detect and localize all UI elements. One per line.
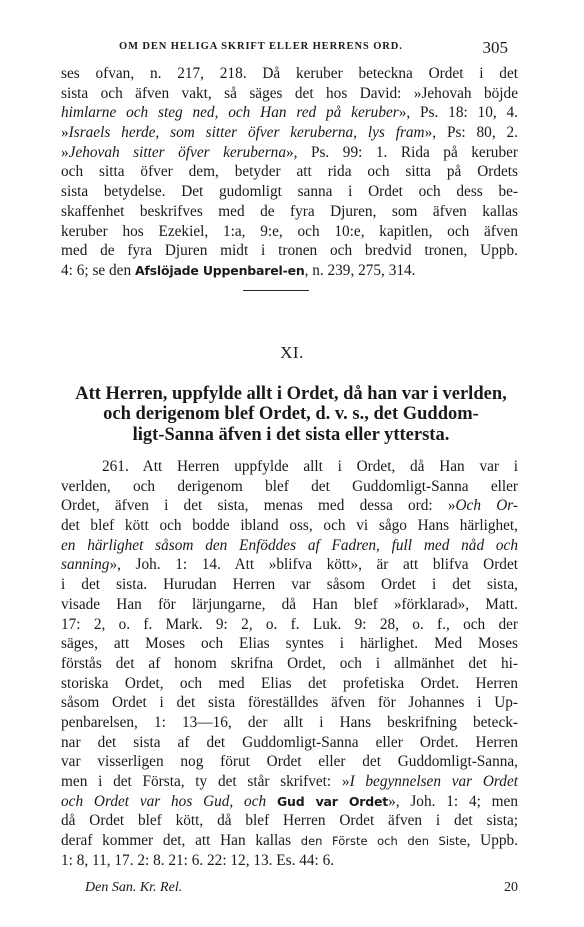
running-title: OM DEN HELIGA SKRIFT ELLER HERRENS ORD.	[119, 41, 403, 52]
paragraph-line: visade Han för lärjungarne, då Han blef »förklarad», Matt.	[61, 595, 518, 613]
paragraph-line: Ordet, äfven i det sista, menas med dessa ord: »Och Or-	[61, 497, 518, 515]
paragraph-line: då Ordet blef kött, då blef Herren Ordet äfven i det sista;	[61, 812, 518, 830]
paragraph-line: penbarelsen, 1: 13—16, der allt i Hans beskrifning beteck-	[61, 713, 518, 731]
paragraph-line: i det sista. Hurudan Herren var såsom Ordet i det sista,	[61, 576, 518, 594]
chapter-heading	[58, 384, 524, 445]
paragraph-line: 1: 8, 11, 17. 2: 8. 21: 6. 22: 12, 13. Es. 44: 6.	[61, 851, 335, 869]
paragraph-line: 4: 6; se den Afslöjade Uppenbarel-en, n. 239, 275, 314.	[61, 261, 416, 279]
paragraph-line: såsom Ordet i det sista föreställdes äfven för Johannes i Up-	[61, 694, 518, 712]
paragraph-line: och Ordet var hos Gud, och Gud var Ordet», Joh. 1: 4; men	[61, 792, 518, 810]
paragraph-line: förstås det af honom skrifna Ordet, och i allmänhet det hi-	[61, 654, 518, 672]
paragraph-line: 261. Att Herren uppfylde allt i Ordet, då Han var i	[102, 458, 518, 475]
chapter-heading-line: ligt-Sanna äfven i det sista eller yttersta.	[132, 424, 450, 445]
paragraph-line: 17: 2, o. f. Mark. 9: 2, o. f. Luk. 9: 28, o. f., och der	[61, 615, 518, 633]
paragraph-line: »Jehovah sitter öfver keruberna», Ps. 99: 1. Rida på keruber	[61, 143, 518, 161]
paragraph-line: verlden, och derigenom blef det Guddomligt-Sanna eller	[61, 477, 518, 495]
paragraph-line: »Israels herde, som sitter öfver keruberna, lys fram», Ps: 80, 2.	[61, 124, 519, 142]
sheet-number: 20	[504, 880, 518, 895]
paragraph-line: med de fyra Djuren midt i tronen och bredvid tronen, Uppb.	[61, 242, 518, 260]
paragraph-line: sista betydelse. Det gudomligt sanna i Ordet och dess be-	[61, 183, 518, 201]
signature-mark: Den San. Kr. Rel.	[85, 880, 183, 895]
paragraph-line: och sitta öfver dem, betyder att rida och sitta på Ordets	[61, 163, 518, 181]
section-261-paragraph	[61, 457, 518, 870]
paragraph-line: himlarne och steg ned, och Han red på keruber», Ps. 18: 10, 4.	[61, 104, 518, 122]
paragraph-line: ses ofvan, n. 217, 218. Då keruber beteckna Ordet i det	[61, 65, 518, 82]
paragraph-line: storiska Ordet, och med Elias det profetiska Ordet. Herren	[61, 674, 518, 692]
paragraph-line: sista och äfven vakt, så säges det hos David: »Jehovah böjde	[61, 84, 518, 102]
page-number: 305	[482, 38, 508, 57]
paragraph-line: nar det sista af det Guddomligt-Sanna eller Ordet. Herren	[61, 733, 518, 751]
chapter-number: XI.	[280, 343, 304, 362]
paragraph-line: sanning», Joh. 1: 14. Att »blifva kött», är att blifva Ordet	[61, 556, 518, 574]
paragraph-line: en härlighet såsom den Enföddes af Fadren, full med nåd och	[61, 536, 518, 554]
paragraph-line: deraf kommer det, att Han kallas den Förste och den Siste, Uppb.	[61, 832, 518, 850]
paragraph-line: var visserligen nog förut Ordet eller det Guddomligt-Sanna,	[61, 753, 518, 771]
paragraph-line: säges, att Moses och Elias syntes i härlighet. Med Moses	[61, 635, 518, 653]
running-head	[61, 38, 508, 56]
continued-paragraph	[61, 64, 518, 281]
chapter-heading-line: och derigenom blef Ordet, d. v. s., det Guddom-	[103, 404, 479, 425]
chapter-heading-line: Att Herren, uppfylde allt i Ordet, då han var i verlden,	[75, 384, 507, 404]
paragraph-line: skaffenhet beskrifves med de fyra Djuren, som äfven kallas	[61, 202, 518, 220]
paragraph-line: keruber hos Ezekiel, 1:a, 9:e, och 10:e, kapitlen, och äfven	[61, 222, 518, 240]
section-divider	[243, 290, 309, 291]
paragraph-line: men i det Första, ty det står skrifvet: »I begynnelsen var Ordet	[61, 773, 518, 790]
paragraph-line: det blef kött och bodde ibland oss, och vi sågo Hans härlighet,	[61, 517, 518, 535]
